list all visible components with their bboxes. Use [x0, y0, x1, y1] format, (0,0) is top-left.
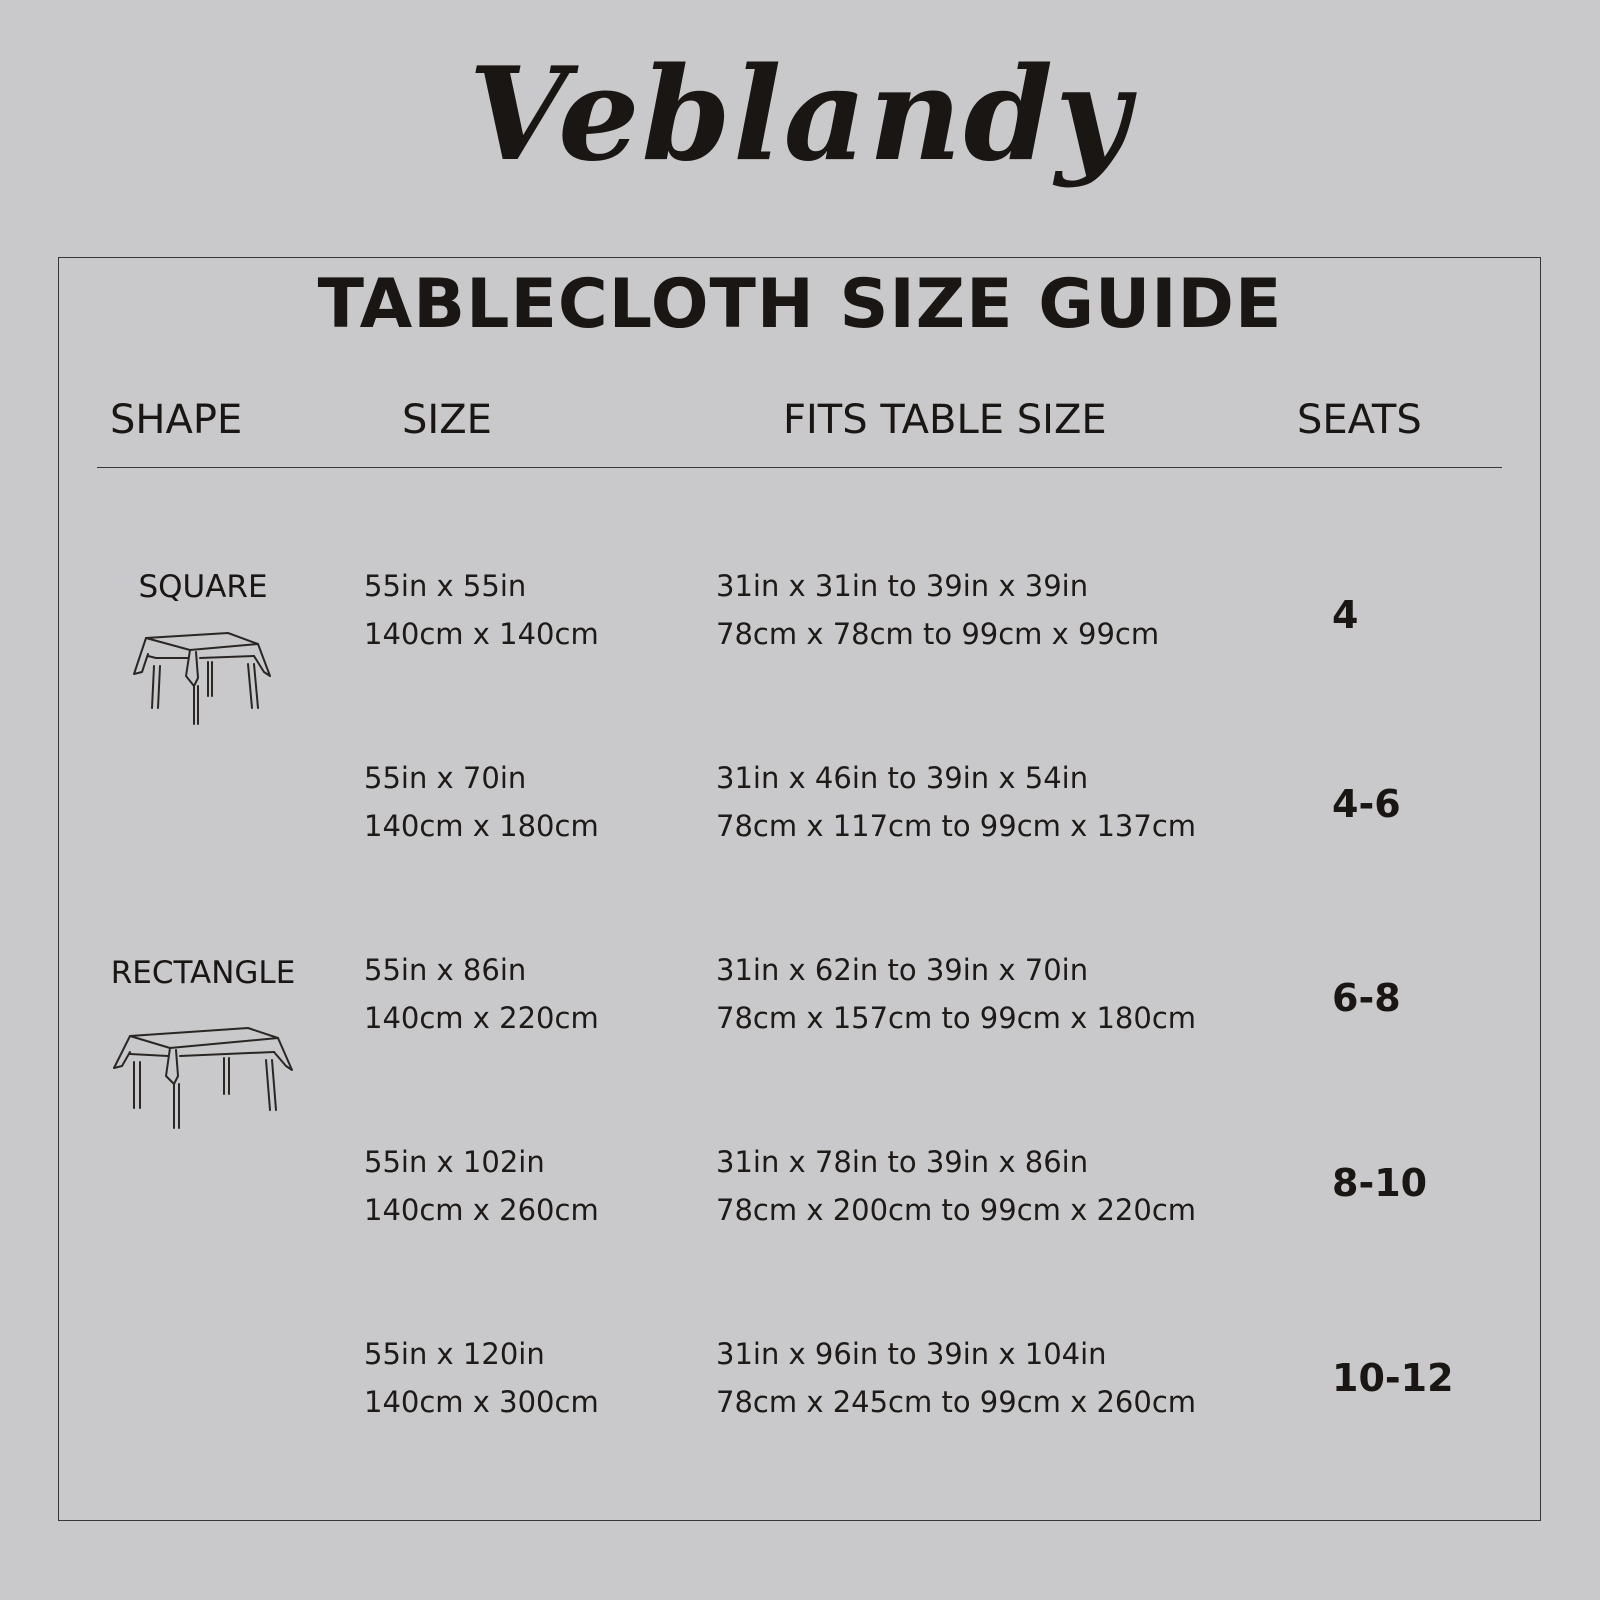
square-table-icon [128, 628, 280, 730]
column-header-seats: SEATS [1297, 397, 1422, 443]
fits-inches: 31in x 96in to 39in x 104in [716, 1337, 1107, 1371]
seats-value: 4-6 [1332, 782, 1401, 826]
size-cell [364, 1138, 599, 1234]
rectangle-table-icon [108, 1024, 300, 1134]
column-header-shape: SHAPE [110, 397, 243, 443]
fits-table-cell [716, 1330, 1196, 1426]
fits-centimeters: 78cm x 245cm to 99cm x 260cm [716, 1385, 1197, 1419]
fits-table-cell [716, 562, 1159, 658]
shape-label-rectangle: RECTANGLE [110, 955, 296, 991]
size-inches: 55in x 102in [364, 1145, 545, 1179]
fits-inches: 31in x 46in to 39in x 54in [716, 761, 1089, 795]
seats-value: 6-8 [1332, 976, 1401, 1020]
size-cell [364, 946, 599, 1042]
fits-inches: 31in x 78in to 39in x 86in [716, 1145, 1089, 1179]
column-header-size: SIZE [402, 397, 492, 443]
size-centimeters: 140cm x 260cm [364, 1193, 599, 1227]
page-title: TABLECLOTH SIZE GUIDE [317, 265, 1283, 344]
seats-value: 8-10 [1332, 1161, 1428, 1205]
size-inches: 55in x 70in [364, 761, 527, 795]
fits-centimeters: 78cm x 117cm to 99cm x 137cm [716, 809, 1197, 843]
size-centimeters: 140cm x 140cm [364, 617, 599, 651]
shape-label-square: SQUARE [138, 569, 268, 605]
fits-centimeters: 78cm x 157cm to 99cm x 180cm [716, 1001, 1197, 1035]
size-cell [364, 562, 599, 658]
fits-table-cell [716, 946, 1196, 1042]
fits-table-cell [716, 754, 1196, 850]
brand-logo: Veblandy [468, 40, 1132, 190]
size-centimeters: 140cm x 180cm [364, 809, 599, 843]
size-cell [364, 1330, 599, 1426]
size-cell [364, 754, 599, 850]
fits-inches: 31in x 62in to 39in x 70in [716, 953, 1089, 987]
column-header-fits-table-size: FITS TABLE SIZE [783, 397, 1107, 443]
fits-inches: 31in x 31in to 39in x 39in [716, 569, 1089, 603]
size-inches: 55in x 55in [364, 569, 527, 603]
size-centimeters: 140cm x 300cm [364, 1385, 599, 1419]
size-inches: 55in x 86in [364, 953, 527, 987]
header-divider [97, 467, 1502, 468]
seats-value: 10-12 [1332, 1356, 1454, 1400]
seats-value: 4 [1332, 593, 1359, 637]
fits-centimeters: 78cm x 200cm to 99cm x 220cm [716, 1193, 1197, 1227]
fits-table-cell [716, 1138, 1196, 1234]
size-inches: 55in x 120in [364, 1337, 545, 1371]
fits-centimeters: 78cm x 78cm to 99cm x 99cm [716, 617, 1160, 651]
size-centimeters: 140cm x 220cm [364, 1001, 599, 1035]
